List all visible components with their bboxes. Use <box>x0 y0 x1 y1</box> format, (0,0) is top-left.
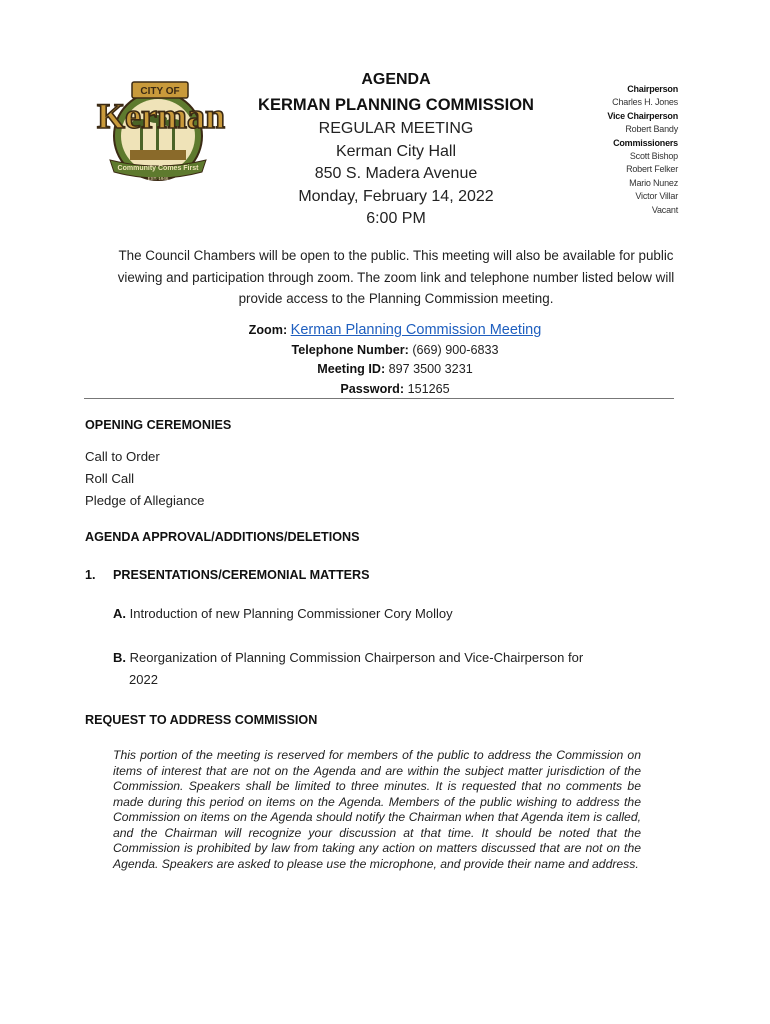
intro-line: provide access to the Planning Commission meeting. <box>238 291 554 306</box>
commissioner-name: Vacant <box>651 204 678 215</box>
meeting-id-row <box>160 360 630 380</box>
roll-call: Roll Call <box>85 471 135 486</box>
agenda-header <box>246 68 546 231</box>
city-logo-emblem <box>96 80 228 186</box>
zoom-label: Zoom: <box>248 323 288 337</box>
phone-label: Telephone Number: <box>291 342 409 357</box>
logo-banner: Community Comes First <box>117 165 199 172</box>
commissioners-label: Commissioners <box>613 137 678 148</box>
sub-item-b-text: Reorganization of Planning Commission Chairperson and Vice-Chairperson for <box>129 650 584 665</box>
password-row <box>160 380 630 400</box>
logo-kerman: Kerman <box>97 96 225 136</box>
commission-roster <box>607 83 678 217</box>
request-paragraph: This portion of the meeting is reserved for members of the public to address the Commission on items of interest that are not on the Agenda and are within the subject matter jurisdiction of the Commission. Speakers shall be limited to three minutes. It is requested that no comments be made during this period on items on the Agenda. Members of the public wishing to address the Commission on items on the Agenda should notify the Chairman when that Agenda item is called, and the Chairman will recognize your discussion at that time. It should be noted that the Commission is prohibited by law from taking any action on matters discussed that are not on the Agenda. Speakers are asked to please use the microphone, and provide their name and address. <box>113 748 641 871</box>
intro-line: The Council Chambers will be open to the public. This meeting will also be available for public <box>118 248 674 263</box>
request-heading: REQUEST TO ADDRESS COMMISSION <box>85 713 318 727</box>
commissioner-name: Robert Felker <box>626 164 678 175</box>
intro-line: viewing and participation through zoom. The zoom link and telephone number listed below will <box>117 269 675 285</box>
presentations-heading: PRESENTATIONS/CEREMONIAL MATTERS <box>113 568 370 582</box>
intro-paragraph <box>96 245 696 310</box>
agenda-approval-heading: AGENDA APPROVAL/ADDITIONS/DELETIONS <box>85 530 360 544</box>
chair-name: Charles H. Jones <box>612 97 678 108</box>
commissioner-name: Scott Bishop <box>629 151 678 162</box>
agenda-title: AGENDA <box>361 71 431 88</box>
sub-item-a <box>113 603 633 625</box>
commission-title: KERMAN PLANNING COMMISSION <box>258 96 534 114</box>
zoom-row <box>160 321 630 341</box>
meeting-id-label: Meeting ID: <box>317 362 386 376</box>
meeting-date: Monday, February 14, 2022 <box>298 187 494 205</box>
divider <box>84 398 674 399</box>
city-logo <box>96 80 228 186</box>
pledge-of-allegiance: Pledge of Allegiance <box>85 493 205 508</box>
meeting-id-value: 897 3500 3231 <box>388 362 473 376</box>
zoom-meeting-link[interactable]: Kerman Planning Commission Meeting <box>290 322 542 338</box>
meeting-time: 6:00 PM <box>366 210 426 227</box>
logo-city-of: CITY OF <box>140 86 180 97</box>
password-label: Password: <box>340 381 405 396</box>
chair-label: Chairperson <box>627 84 678 94</box>
sub-item-b <box>113 647 633 691</box>
meeting-venue: Kerman City Hall <box>335 142 457 160</box>
opening-ceremonies-heading: OPENING CEREMONIES <box>85 418 232 432</box>
sub-item-a-letter: A. <box>113 606 126 621</box>
phone-row <box>160 341 630 361</box>
call-to-order: Call to Order <box>85 449 160 464</box>
sub-item-a-text: Introduction of new Planning Commissioner Cory Molloy <box>129 606 453 621</box>
commissioner-name: Victor Villar <box>635 191 678 202</box>
logo-est: EST. 1946 <box>147 176 169 181</box>
meeting-type: REGULAR MEETING <box>318 120 474 137</box>
vice-chair-label: Vice Chairperson <box>607 110 678 121</box>
zoom-info <box>160 321 630 399</box>
sub-item-b-continuation: 2022 <box>129 672 158 687</box>
item-1-number: 1. <box>85 568 96 582</box>
phone-value: (669) 900-6833 <box>412 342 499 357</box>
vice-chair-name: Robert Bandy <box>625 124 678 135</box>
sub-item-b-letter: B. <box>113 650 126 665</box>
meeting-address: 850 S. Madera Avenue <box>314 165 478 182</box>
password-value: 151265 <box>407 381 450 396</box>
commissioner-name: Mario Nunez <box>629 177 678 188</box>
